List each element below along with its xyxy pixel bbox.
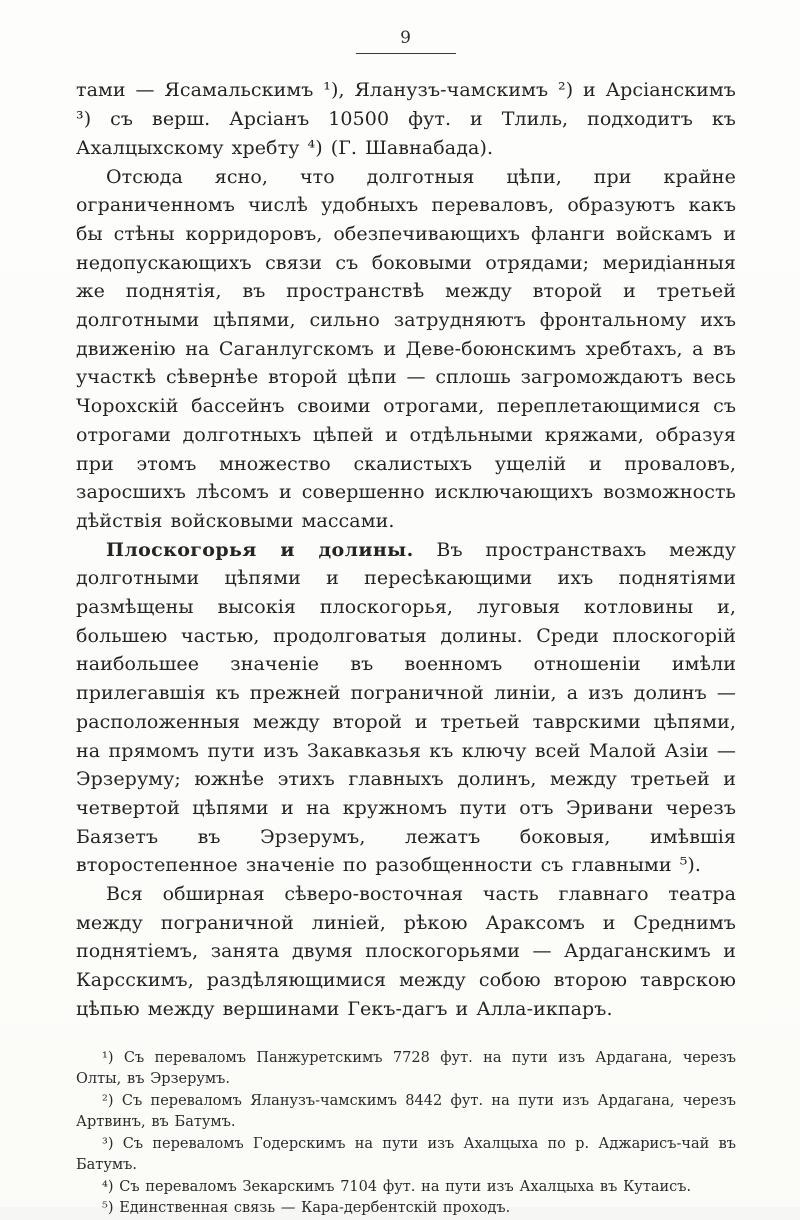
paragraph-with-heading — [76, 536, 736, 880]
footnote-marker: ³) — [102, 1135, 114, 1152]
footnote — [76, 1134, 736, 1177]
footnote-marker: ¹) — [102, 1049, 114, 1066]
footnote-text: Съ переваломъ Годерскимъ на пути изъ Ахалцыха по р. Аджарисъ-чай въ Батумъ. — [76, 1135, 736, 1174]
footnote-marker: ⁵) — [102, 1200, 114, 1217]
footnote-text: Единственная связь — Кара-дербентскій проходъ. — [119, 1200, 511, 1217]
footnote — [76, 1177, 736, 1199]
paragraph-text: Въ пространствахъ между долготными цѣпями и пересѣкающими ихъ поднятіями размѣщены высокія плоскогорья, луговыя котловины и, большею частью, продолговатыя долины. Среди плоскогорій наибольшее значеніе въ военномъ отношеніи имѣли прилегавшія къ прежней пограничной линіи, а изъ долинъ — расположенныя между второй и третьей таврскими цѣпями, на прямомъ пути изъ Закавказья къ ключу всей Малой Азіи — Эрзеруму; южнѣе этихъ главныхъ долинъ, между третьей и четвертой цѣпями и на кружномъ пути отъ Эривани черезъ Баязетъ въ Эрзерумъ, лежатъ боковыя, имѣвшія второстепенное значеніе по разобщенности съ главными ⁵). — [76, 538, 736, 877]
footnote-marker: ⁴) — [102, 1178, 114, 1195]
footnote-text: Съ переваломъ Яланузъ-чамскимъ 8442 фут. на пути изъ Ардагана, черезъ Артвинъ, въ Батумъ. — [76, 1092, 736, 1131]
page-number: 9 — [400, 28, 412, 48]
footnote-marker: ²) — [102, 1092, 114, 1109]
footnotes-section — [76, 1048, 736, 1220]
page-body — [76, 76, 736, 1023]
paragraph: Вся обширная сѣверо-восточная часть главнаго театра между пограничной линіей, рѣкою Араксомъ и Среднимъ поднятіемъ, занята двумя плоскогорьями — Ардаганскимъ и Карсскимъ, раздѣляющимися между собою второю таврскою цѣпью между вершинами Гекъ-дагъ и Алла-икпаръ. — [76, 883, 736, 1020]
footnote — [76, 1198, 736, 1220]
footnote — [76, 1048, 736, 1091]
footnote-text: Съ переваломъ Зекарскимъ 7104 фут. на пути изъ Ахалцыха въ Кутаисъ. — [119, 1178, 692, 1195]
header-rule — [356, 53, 456, 54]
page-header — [76, 28, 736, 54]
paragraph: Отсюда ясно, что долготныя цѣпи, при крайне ограниченномъ числѣ удобныхъ переваловъ, образуютъ какъ бы стѣны корридоровъ, обезпечивающихъ фланги войскамъ и недопускающихъ связи съ боковыми отрядами; меридіанныя же поднятія, въ пространствѣ между второй и третьей долготными цѣпями, сильно затрудняютъ фронтальному ихъ движенію на Саганлугскомъ и Деве-боюнскимъ хребтахъ, а въ участкѣ сѣвернѣе второй цѣпи — сплошь загромождаютъ весь Чорохскій бассейнъ своими отрогами, переплетающимися съ отрогами долготныхъ цѣпей и отдѣльными кряжами, образуя при этомъ множество скалистыхъ ущелій и проваловъ, заросшихъ лѣсомъ и совершенно исключающихъ возможность дѣйствія войсковыми массами. — [76, 165, 736, 532]
footnote — [76, 1091, 736, 1134]
footnote-text: Съ переваломъ Панжуретскимъ 7728 фут. на пути изъ Ардагана, черезъ Олты, въ Эрзерумъ. — [76, 1049, 736, 1088]
paragraph-continuation: тами — Ясамальскимъ ¹), Яланузъ-чамскимъ ²) и Арсіанскимъ ³) съ верш. Арсіанъ 10500 фут. и Тлиль, подходитъ къ Ахалцыхскому хребту ⁴) (Г. Шавнабада). — [76, 79, 736, 159]
run-in-heading: Плоскогорья и долины. — [106, 538, 414, 561]
